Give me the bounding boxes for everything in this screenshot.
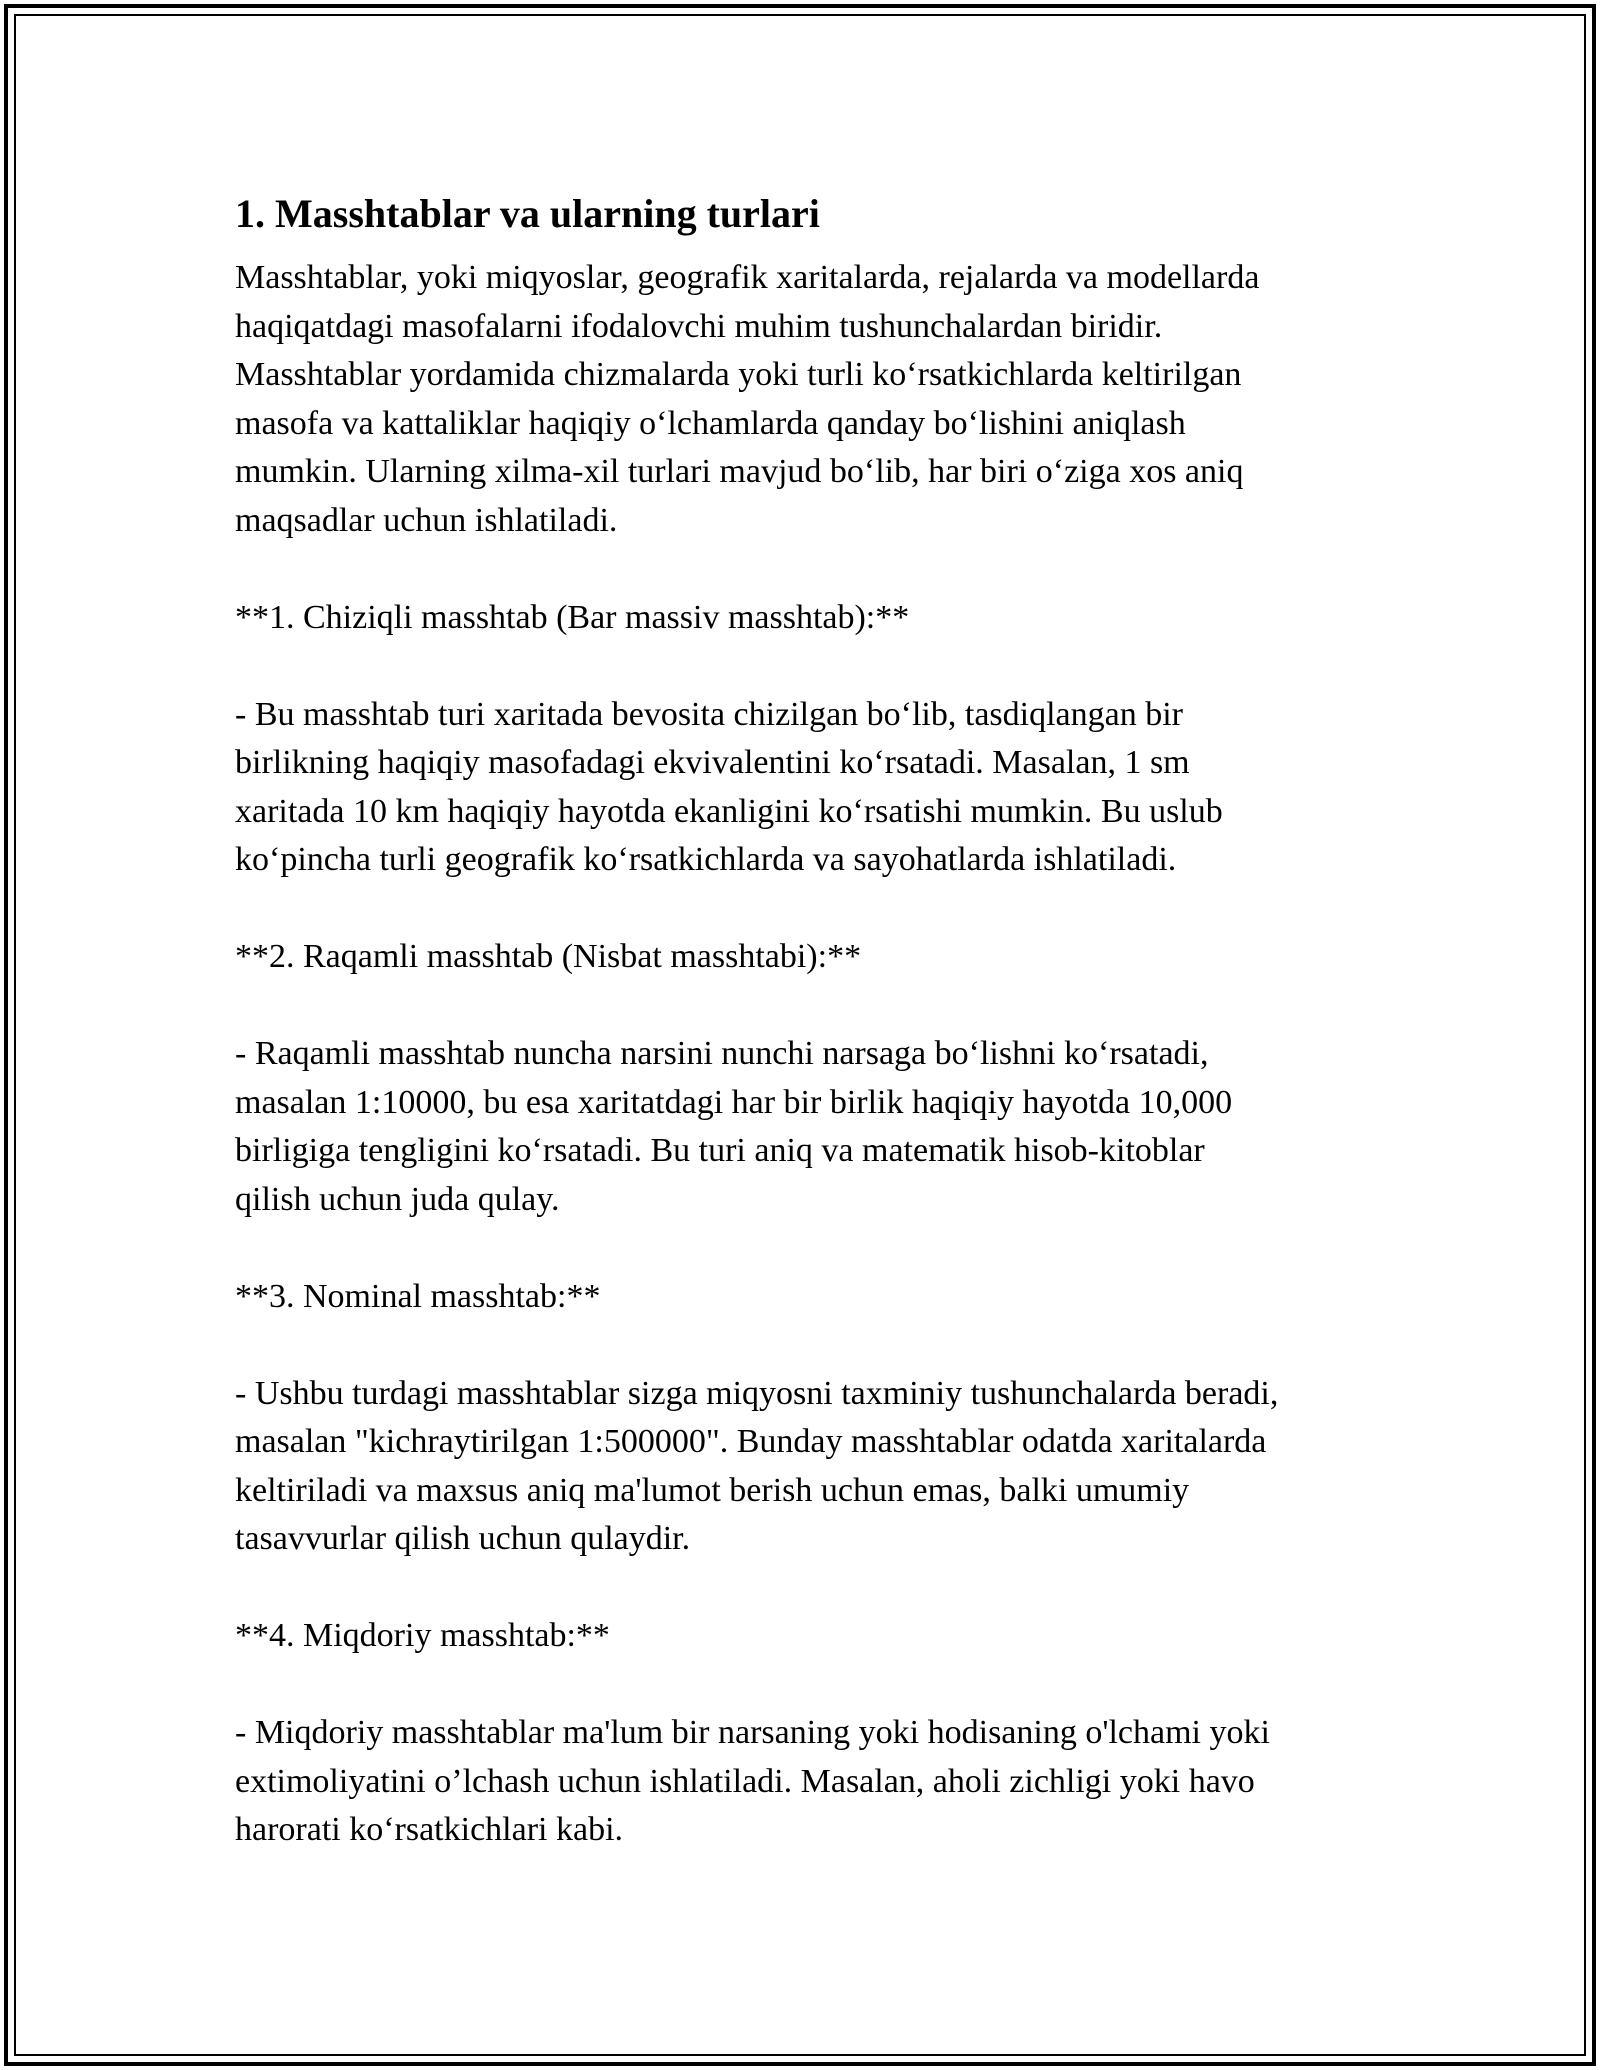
section-body-quantitative-scale: - Miqdoriy masshtablar ma'lum bir narsaning yoki hodisaning o'lchami yoki extimoliyatini o’lchash uchun ishlatiladi. Masalan, aholi zichligi yoki havo harorati ko‘rsatkichlari kabi.: [235, 1714, 1270, 1848]
section-body-linear-scale: - Bu masshtab turi xaritada bevosita chizilgan bo‘lib, tasdiqlangan bir birlikning haqiqiy masofadagi ekvivalentini ko‘rsatadi. Masalan, 1 sm xaritada 10 km haqiqiy hayotda ekanligini ko‘rsatishi mumkin. Bu uslub ko‘pincha turli geografik ko‘rsatkichlarda va sayohatlarda ishlatiladi.: [235, 695, 1223, 878]
document-body: [235, 180, 1385, 1855]
section-body-nominal-scale: - Ushbu turdagi masshtablar sizga miqyosni taxminiy tushunchalarda beradi, masalan "kichraytirilgan 1:500000". Bunday masshtablar odatda xaritalarda keltiriladi va maxsus aniq ma'lumot berish uchun emas, balki umumiy tasavvurlar qilish uchun qulaydir.: [235, 1374, 1279, 1557]
section-heading-quantitative-scale: **4. Miqdoriy masshtab:**: [235, 1617, 610, 1654]
page-title: 1. Masshtablar va ularning turlari: [235, 191, 820, 236]
section-body-numeric-scale: - Raqamli masshtab nuncha narsini nunchi narsaga bo‘lishni ko‘rsatadi, masalan 1:10000, bu esa xaritatdagi har bir birlik haqiqiy hayotda 10,000 birligiga tengligini ko‘rsatadi. Bu turi aniq va matematik hisob-kitoblar qilish uchun juda qulay.: [235, 1035, 1233, 1218]
section-heading-linear-scale: **1. Chiziqli masshtab (Bar massiv masshtab):**: [235, 598, 910, 636]
section-heading-nominal-scale: **3. Nominal masshtab:**: [235, 1277, 601, 1315]
intro-paragraph: Masshtablar, yoki miqyoslar, geografik xaritalarda, rejalarda va modellarda haqiqatdagi masofalarni ifodalovchi muhim tushunchalardan biridir. Masshtablar yordamida chizmalarda yoki turli ko‘rsatkichlarda keltirilgan masofa va kattaliklar haqiqiy o‘lchamlarda qanday bo‘lishini aniqlash mumkin. Ularning xilma-xil turlari mavjud bo‘lib, har biri o‘ziga xos aniq maqsadlar uchun ishlatiladi.: [235, 259, 1260, 539]
section-heading-numeric-scale: **2. Raqamli masshtab (Nisbat masshtabi):**: [235, 938, 862, 975]
